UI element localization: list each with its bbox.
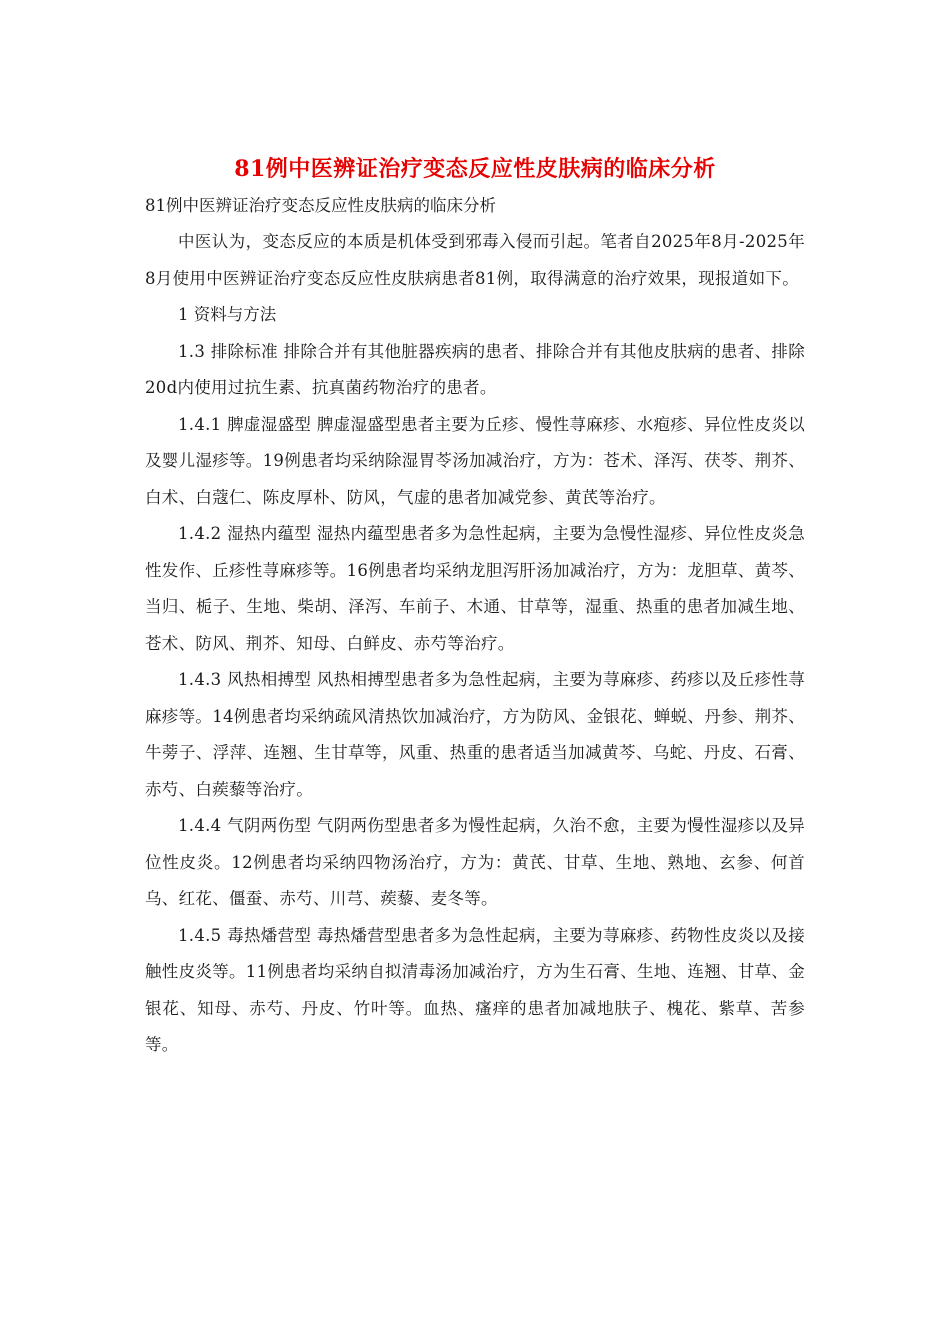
document-subtitle: 81例中医辨证治疗变态反应性皮肤病的临床分析 — [145, 196, 496, 215]
document-title: 81例中医辨证治疗变态反应性皮肤病的临床分析 — [234, 156, 716, 182]
paragraph-qi-yin-deficiency: 1.4.4 气阴两伤型 气阴两伤型患者多为慢性起病，久治不愈，主要为慢性湿疹以及异位性皮炎。12例患者均采纳四物汤治疗，方为：黄芪、甘草、生地、熟地、玄参、何首乌、红花、僵蚕、赤芍、川芎、蒺藜、麦冬等。 — [145, 816, 805, 908]
paragraph-spleen-deficiency: 1.4.1 脾虚湿盛型 脾虚湿盛型患者主要为丘疹、慢性荨麻疹、水疱疹、异位性皮炎以及婴儿湿疹等。19例患者均采纳除湿胃苓汤加减治疗，方为：苍术、泽泻、茯苓、荆芥、白术、白蔻仁、陈皮厚朴、防风，气虚的患者加减党参、黄芪等治疗。 — [145, 414, 805, 507]
intro-paragraph: 中医认为，变态反应的本质是机体受到邪毒入侵而引起。笔者自2025年8月-2025年8月使用中医辨证治疗变态反应性皮肤病患者81例，取得满意的治疗效果，现报道如下。 — [145, 232, 805, 288]
document-page — [145, 150, 805, 1064]
paragraph-toxic-heat: 1.4.5 毒热燔营型 毒热燔营型患者多为急性起病，主要为荨麻疹、药物性皮炎以及接触性皮炎等。11例患者均采纳自拟清毒汤加减治疗，方为生石膏、生地、连翘、甘草、金银花、知母、赤芍、丹皮、竹叶等。血热、瘙痒的患者加减地肤子、槐花、紫草、苦参等。 — [145, 925, 805, 1054]
paragraph-exclusion-criteria: 1.3 排除标准 排除合并有其他脏器疾病的患者、排除合并有其他皮肤病的患者、排除20d内使用过抗生素、抗真菌药物治疗的患者。 — [145, 341, 805, 397]
section-heading: 1 资料与方法 — [178, 305, 277, 324]
paragraph-wind-heat: 1.4.3 风热相搏型 风热相搏型患者多为急性起病，主要为荨麻疹、药疹以及丘疹性荨麻疹等。14例患者均采纳疏风清热饮加减治疗，方为防风、金银花、蝉蜕、丹参、荆芥、牛蒡子、浮萍、连翘、生甘草等，风重、热重的患者适当加减黄芩、乌蛇、丹皮、石膏、赤芍、白蒺藜等治疗。 — [145, 670, 805, 799]
paragraph-damp-heat: 1.4.2 湿热内蕴型 湿热内蕴型患者多为急性起病，主要为急慢性湿疹、异位性皮炎急性发作、丘疹性荨麻疹等。16例患者均采纳龙胆泻肝汤加减治疗，方为：龙胆草、黄芩、当归、栀子、生地、柴胡、泽泻、车前子、木通、甘草等，湿重、热重的患者加减生地、苍术、防风、荆芥、知母、白鲜皮、赤芍等治疗。 — [145, 524, 805, 653]
